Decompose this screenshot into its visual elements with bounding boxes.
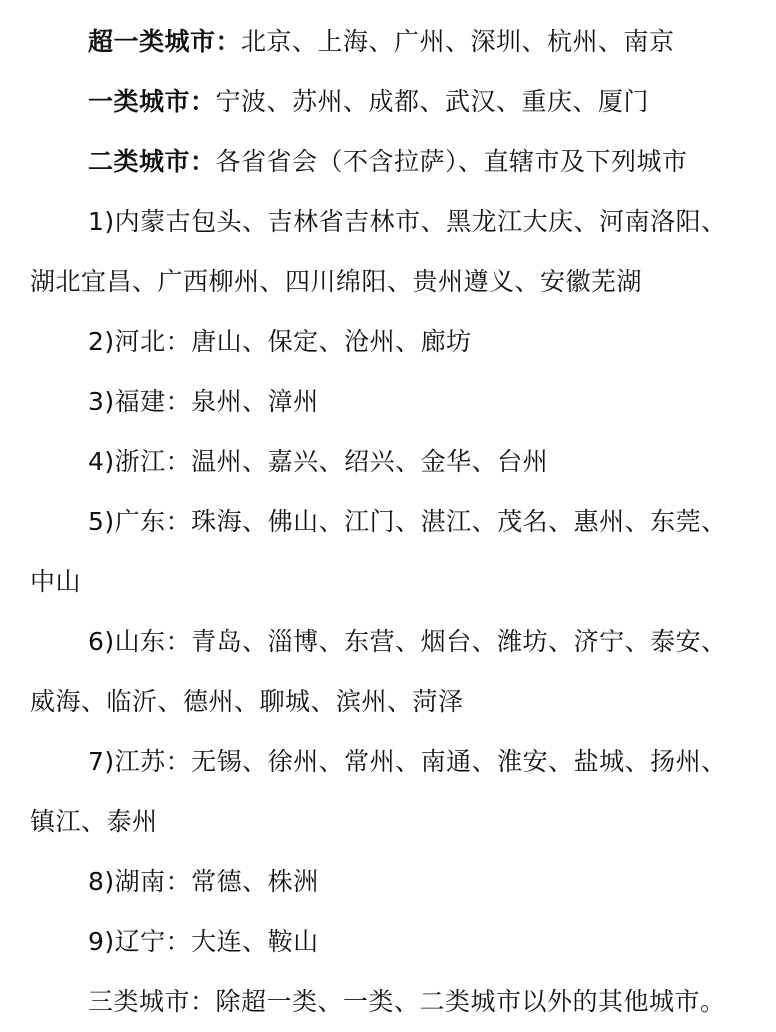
paragraph-text: 7)江苏：无锡、徐州、常州、南通、淮安、盐城、扬州、镇江、泰州 [30,747,727,836]
paragraph-tier3 [30,972,750,1032]
list-item-2 [30,312,750,372]
paragraph-text: 宁波、苏州、成都、武汉、重庆、厦门 [215,87,650,116]
paragraph-tier2 [30,132,750,192]
paragraph-text: 5)广东：珠海、佛山、江门、湛江、茂名、惠州、东莞、中山 [30,507,727,596]
list-item-7 [30,732,750,852]
paragraph-text: 除超一类、一类、二类城市以外的其他城市。 [215,987,726,1016]
paragraph-tier1 [30,72,750,132]
list-item-6 [30,612,750,732]
list-item-1 [30,192,750,312]
paragraph-label: 二类城市： [88,147,216,176]
list-item-9 [30,912,750,972]
list-item-3 [30,372,750,432]
paragraph-label: 一类城市： [88,87,216,116]
list-item-8 [30,852,750,912]
paragraph-label: 超一类城市： [88,27,242,56]
paragraph-super-tier1 [30,12,750,72]
paragraph-text: 8)湖南：常德、株洲 [88,867,319,896]
list-item-4 [30,432,750,492]
paragraph-text: 4)浙江：温州、嘉兴、绍兴、金华、台州 [88,447,549,476]
paragraph-text: 2)河北：唐山、保定、沧州、廊坊 [88,327,472,356]
paragraph-text: 各省省会（不含拉萨）、直辖市及下列城市 [215,147,688,176]
paragraph-text: 北京、上海、广州、深圳、杭州、南京 [241,27,675,56]
paragraph-text: 1)内蒙古包头、吉林省吉林市、黑龙江大庆、河南洛阳、湖北宜昌、广西柳州、四川绵阳、贵州遵义、安徽芜湖 [30,207,727,296]
list-item-5 [30,492,750,612]
paragraph-label: 三类城市： [88,987,216,1016]
paragraph-text: 6)山东：青岛、淄博、东营、烟台、潍坊、济宁、泰安、威海、临沂、德州、聊城、滨州、菏泽 [30,627,727,716]
paragraph-text: 9)辽宁：大连、鞍山 [88,927,319,956]
paragraph-text: 3)福建：泉州、漳州 [88,387,319,416]
